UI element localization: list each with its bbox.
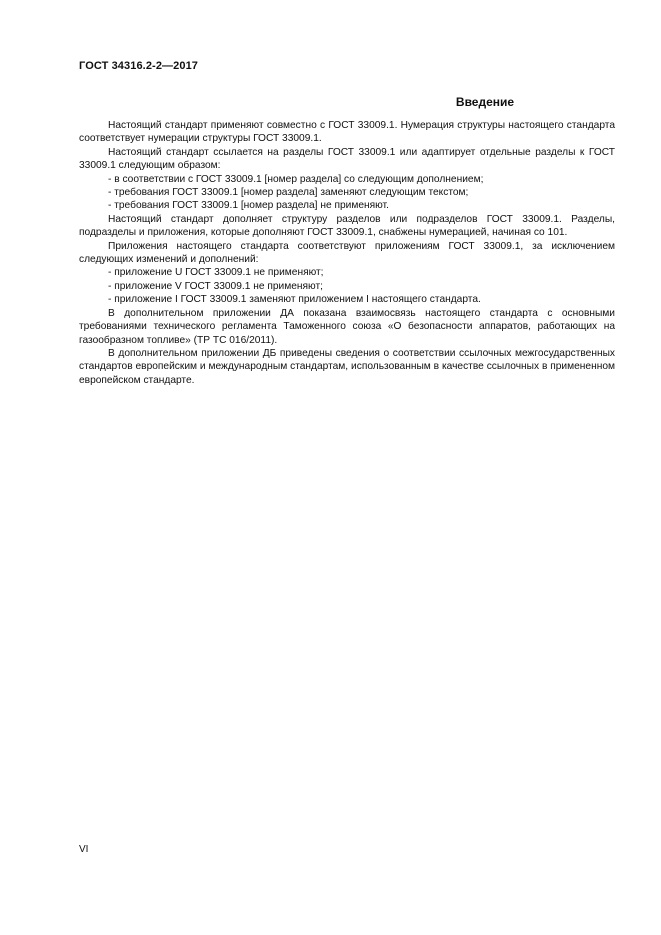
section-title: Введение — [455, 95, 515, 109]
paragraph: Настоящий стандарт ссылается на разделы ГОСТ 33009.1 или адаптирует отдельные разделы к ГОСТ 33009.1 следующим образом: — [79, 146, 615, 172]
paragraph: Настоящий стандарт применяют совместно с ГОСТ 33009.1. Нумерация структуры настоящего стандарта соответствует нумерации структуры ГОСТ 33009.1. — [79, 120, 615, 145]
page-number: VI — [79, 844, 89, 855]
list-item: - приложение I ГОСТ 33009.1 заменяют приложением I настоящего стандарта. — [108, 294, 481, 306]
list-item: - приложение V ГОСТ 33009.1 не применяют; — [108, 280, 323, 292]
paragraph: Приложения настоящего стандарта соответствуют приложениям ГОСТ 33009.1, за исключением следующих изменений и дополнений: — [79, 240, 615, 266]
paragraph: Настоящий стандарт дополняет структуру разделов или подразделов ГОСТ 33009.1. Разделы, подразделы и приложения, которые дополняют ГОСТ 33009.1, снабжены нумерацией, начиная со 101. — [79, 213, 615, 239]
standard-designation: ГОСТ 34316.2-2—2017 — [79, 60, 199, 72]
paragraph: В дополнительном приложении ДА показана взаимосвязь настоящего стандарта с основными требованиями технического регламента Таможенного союза «О безопасности аппаратов, работающих на газообразном топливе» (ТР ТС 016/2011). — [79, 307, 615, 346]
list-item: - приложение U ГОСТ 33009.1 не применяют; — [108, 267, 324, 279]
paragraph: В дополнительном приложении ДБ приведены сведения о соответствии ссылочных межгосударственных стандартов европейским и международным стандартам, использованным в качестве ссылочных в примененном европейском стандарте. — [79, 347, 615, 386]
list-item: - в соответствии с ГОСТ 33009.1 [номер раздела] со следующим дополнением; — [108, 173, 484, 185]
list-item: - требования ГОСТ 33009.1 [номер раздела] не применяют. — [108, 200, 389, 212]
introduction-body — [79, 119, 615, 387]
section-title-row — [79, 93, 615, 111]
list-item: - требования ГОСТ 33009.1 [номер раздела] заменяют следующим текстом; — [108, 187, 469, 199]
